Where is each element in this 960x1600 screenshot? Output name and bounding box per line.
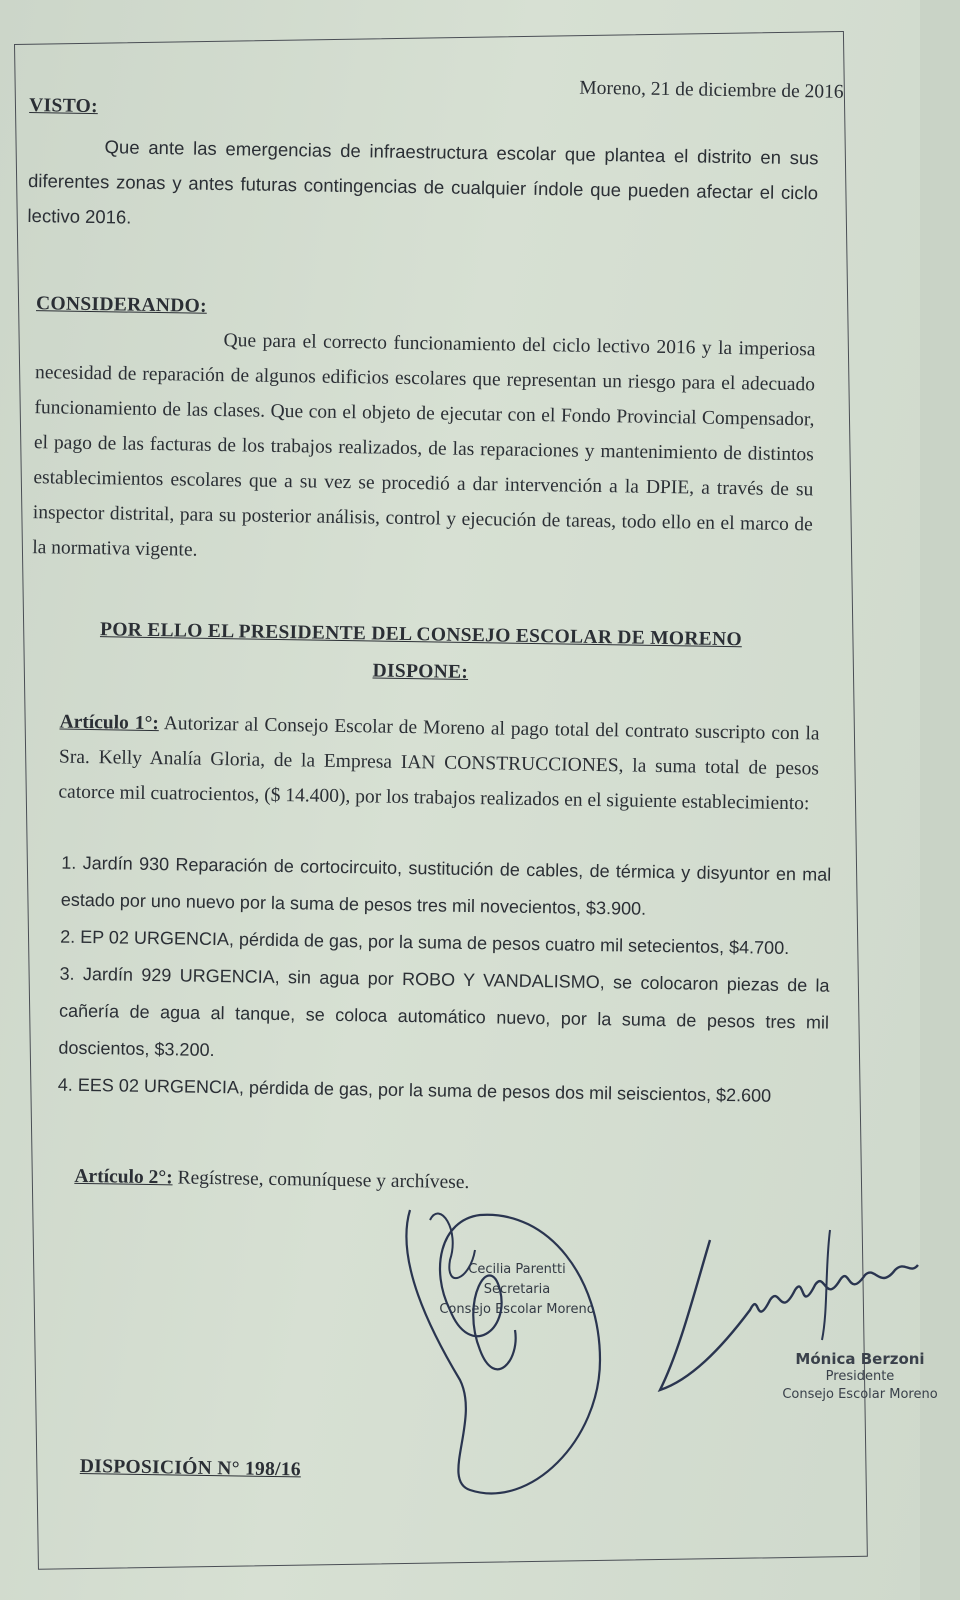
- stamp-name: Mónica Berzoni: [795, 1350, 925, 1368]
- stamp-org: Consejo Escolar Moreno: [439, 1302, 595, 1317]
- considerando-paragraph: Que para el correcto funcionamiento del ciclo lectivo 2016 y la imperiosa necesidad de reparación de algunos edificios escolares que representan un riesgo para el adecuado funcionamiento de las clases. Que con el objeto de ejecutar con el Fondo Provincial Compensador, el pago de las facturas de los trabajos realizados, de las reparaciones y mantenimiento de distintos establecimientos escolares que a su vez se procedió a dar intervención a la DPIE, a través de su inspector distrital, para su posterior análisis, control y ejecución de tareas, todo ello en el marco de la normativa vigente.: [32, 330, 816, 561]
- articulo-2-label: Artículo 2°:: [74, 1165, 173, 1189]
- items-list: [58, 845, 832, 1116]
- stamp-name: Cecilia Parentti: [468, 1262, 566, 1277]
- stamp-role: Secretaria: [483, 1282, 551, 1297]
- por-ello-heading: [80, 611, 761, 696]
- articulo-1-label: Artículo 1°:: [59, 711, 160, 735]
- list-item: 2. EP 02 URGENCIA, pérdida de gas, por la suma de pesos cuatro mil setecientos, $4.700.: [60, 926, 790, 959]
- list-item: 4. EES 02 URGENCIA, pérdida de gas, por la suma de pesos dos mil seiscientos, $2.600: [57, 1074, 772, 1106]
- disposicion-number: DISPOSICIÓN N° 198/16: [79, 1455, 302, 1481]
- articulo-1: [58, 705, 820, 822]
- por-ello-line-1: POR ELLO EL PRESIDENTE DEL CONSEJO ESCOLAR DE MORENO: [99, 619, 743, 651]
- list-item: 1. Jardín 930 Reparación de cortocircuito, sustitución de cables, de térmica y disyuntor en mal estado por uno nuevo por la suma de pesos tres mil novecientos, $3.900.: [60, 852, 832, 919]
- visto-heading: VISTO:: [29, 94, 99, 118]
- visto-paragraph: Que ante las emergencias de infraestructura escolar que plantea el distrito en sus diferentes zonas y antes futuras contingencias de cualquier índole que pueden afectar el ciclo lectivo 2016.: [27, 136, 819, 228]
- stamp-org: Consejo Escolar Moreno: [782, 1387, 938, 1402]
- articulo-1-text: Autorizar al Consejo Escolar de Moreno al pago total del contrato suscripto con la Sra. Kelly Analía Gloria, de la Empresa IAN CONSTRUCCIONES, la suma total de pesos catorce mil cuatrocientos, ($ 14.400), por los trabajos realizados en el siguiente establecimiento:: [58, 713, 820, 815]
- presidente-stamp: [760, 1350, 960, 1404]
- considerando-heading: CONSIDERANDO:: [35, 293, 208, 317]
- document-date: Moreno, 21 de diciembre de 2016: [579, 77, 844, 103]
- secretaria-signature: [400, 1190, 620, 1520]
- stamp-role: Presidente: [825, 1369, 895, 1384]
- dispone-line: DISPONE:: [372, 660, 469, 683]
- articulo-2-text: Regístrese, comuníquese y archívese.: [177, 1167, 470, 1194]
- list-item: 3. Jardín 929 URGENCIA, sin agua por ROBO Y VANDALISMO, se colocaron piezas de la cañería de agua al tanque, se coloca automático nuevo, por la suma de pesos tres mil doscientos, $3.200.: [58, 963, 830, 1061]
